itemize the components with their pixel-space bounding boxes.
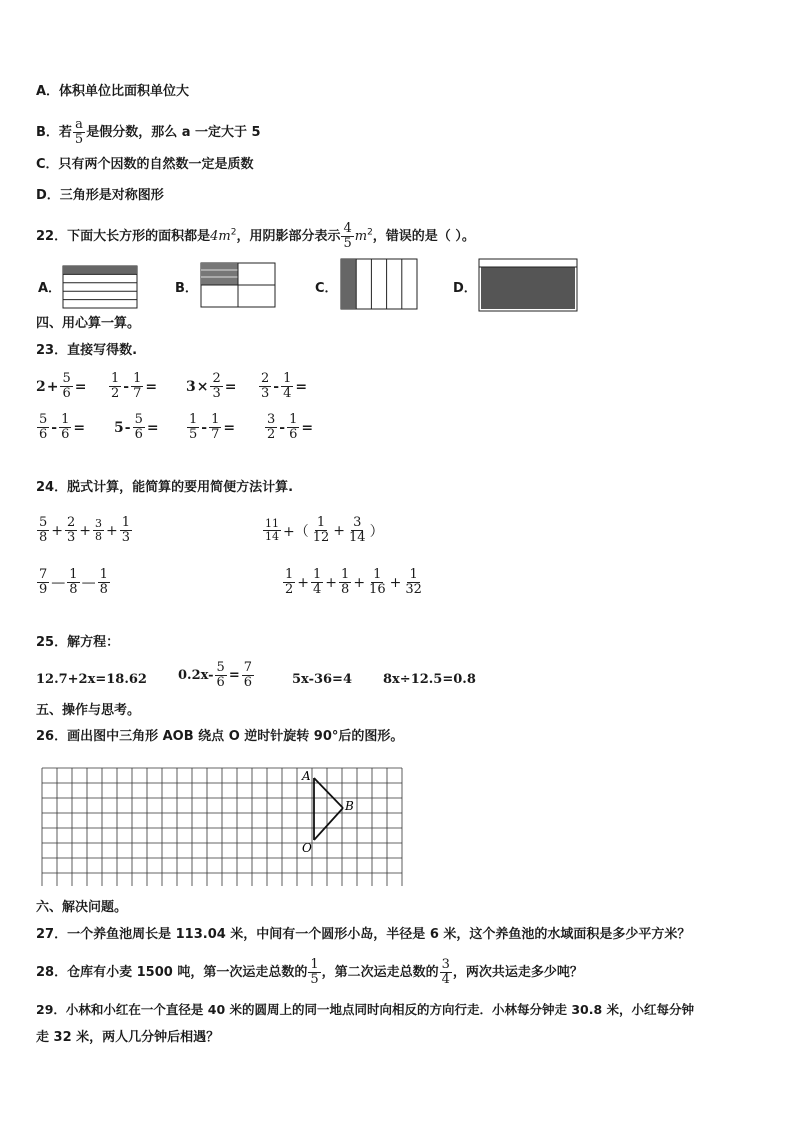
q22-figure-c: [340, 258, 418, 310]
q23-expr-3: 3 × $\frac{2}{3}$ =: [186, 371, 237, 401]
q23-expr-8: $\frac{3}{2}$ - $\frac{1}{6}$ =: [267, 412, 314, 442]
section-4-heading: 四、用心算一算。: [36, 316, 141, 331]
q25-equation-4: 8x÷12.5=0.8: [383, 672, 476, 687]
q26-title: 26．画出图中三角形 AOB 绕点 O 逆时针旋转 90°后的图形。: [36, 729, 404, 744]
section-6-heading: 六、解决问题。: [36, 900, 128, 915]
q28-question: 28．仓库有小麦 1500 吨，第一次运走总数的 $\frac{1}{5}$ ，第二次运走总数的 $\frac{3}{4}$ ，两次共运走多少吨？: [36, 957, 583, 987]
q22-figure-b: [200, 262, 276, 308]
q29-question-line-2: 走 32 米，两人几分钟后相遇？: [36, 1030, 220, 1045]
q29-question-line-1: 29．小林和小红在一个直径是 40 米的圆周上的同一地点同时向相反的方向行走．小林每分钟走 30.8 米，小红每分钟: [36, 1002, 695, 1017]
section-5-heading: 五、操作与思考。: [36, 703, 141, 718]
q24-expr-2: $\frac{11}{14}$ +（ $\frac{1}{12}$ + $\frac{3}{14}$ ）: [265, 515, 384, 545]
q23-expr-2: $\frac{1}{2}$ - $\frac{1}{7}$ =: [111, 371, 158, 401]
fraction: $\frac{4}{5}$: [343, 221, 352, 251]
segment-ab: [314, 778, 343, 808]
q25-title: 25．解方程：: [36, 635, 120, 650]
q23-title: 23．直接写得数.: [36, 343, 138, 358]
q25-equation-3: 5x-36=4: [292, 672, 352, 687]
q22-figure-d: [478, 258, 578, 312]
q22-question: 22．下面大长方形的面积都是$4m^2$，用阴影部分表示 $\frac{4}{5}$ $m^2$，错误的是（ ）。: [36, 221, 475, 251]
q21-option-a: A．体积单位比面积单位大: [36, 84, 190, 99]
q23-expr-1: 2 + $\frac{5}{6}$ =: [36, 371, 87, 401]
fraction: $\frac{a}{5}$: [74, 117, 84, 147]
q26-grid: [40, 766, 404, 886]
q22-label-a: A．: [38, 281, 62, 296]
q22-figure-a: [62, 265, 138, 309]
label-b: B: [345, 799, 354, 813]
q24-expr-3: $\frac{7}{9}$ — $\frac{1}{8}$ — $\frac{1}{8}$: [39, 567, 108, 597]
q23-expr-7: $\frac{1}{5}$ - $\frac{1}{7}$ =: [189, 412, 236, 442]
q21-option-c: C．只有两个因数的自然数一定是质数: [36, 157, 254, 172]
q22-label-d: D．: [453, 281, 477, 296]
q25-equation-2: 0.2x- $\frac{5}{6}$ = $\frac{7}{6}$: [178, 660, 253, 690]
q23-expr-6: 5 - $\frac{5}{6}$ =: [114, 412, 159, 442]
q25-equation-1: 12.7+2x=18.62: [36, 672, 147, 687]
q21-option-b: B．若 $\frac{a}{5}$ 是假分数，那么 a 一定大于 5: [36, 117, 261, 147]
q24-title: 24．脱式计算，能简算的要用简便方法计算.: [36, 480, 294, 495]
q24-expr-1: $\frac{5}{8}$ + $\frac{2}{3}$ + $\frac{3}{8}$ + $\frac{1}{3}$: [39, 515, 131, 545]
q24-expr-4: $\frac{1}{2}$ + $\frac{1}{4}$ + $\frac{1}{8}$ + $\frac{1}{16}$ + $\frac{1}{32}$: [285, 567, 422, 597]
q23-expr-5: $\frac{5}{6}$ - $\frac{1}{6}$ =: [39, 412, 86, 442]
label-o: O: [302, 841, 312, 855]
label-a: A: [302, 769, 311, 783]
q23-expr-4: $\frac{2}{3}$ - $\frac{1}{4}$ =: [261, 371, 308, 401]
q22-label-c: C．: [315, 281, 338, 296]
q27-question: 27．一个养鱼池周长是 113.04 米，中间有一个圆形小岛，半径是 6 米，这个养鱼池的水域面积是多少平方米？: [36, 927, 691, 942]
q21-option-d: D．三角形是对称图形: [36, 188, 164, 203]
q22-label-b: B．: [175, 281, 198, 296]
